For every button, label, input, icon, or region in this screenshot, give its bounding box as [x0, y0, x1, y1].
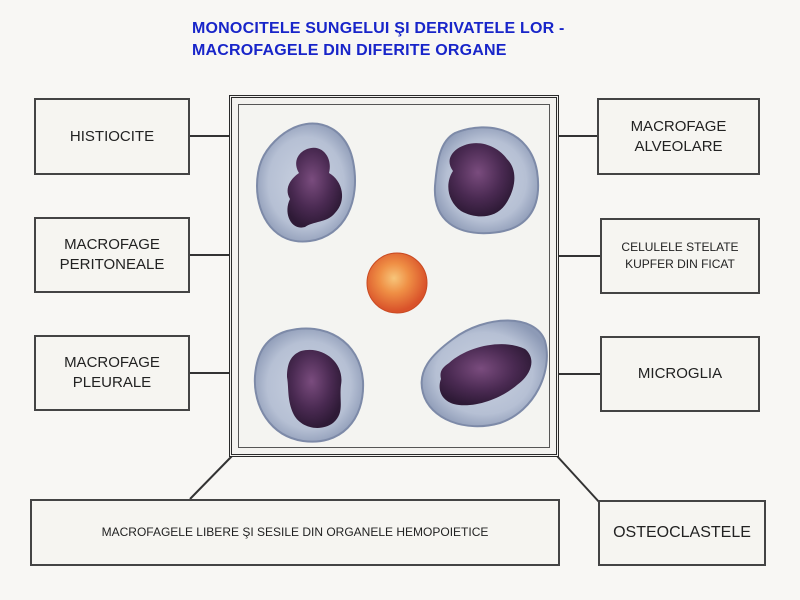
- title-line-1: MONOCITELE SUNGELUI ŞI DERIVATELE LOR -: [192, 20, 565, 37]
- label-macrofage-peritoneale: MACROFAGE PERITONEALE: [59, 236, 165, 273]
- box-microglia: [600, 336, 760, 412]
- label-macrofagele-hemopoietice: MACROFAGELE LIBERE ŞI SESILE DIN ORGANELE HEMOPOIETICE: [101, 525, 489, 539]
- monocyte-cell-top-left: [257, 124, 355, 242]
- label-microglia: MICROGLIA: [637, 365, 723, 382]
- label-histiocite: HISTIOCITE: [69, 127, 155, 145]
- box-macrofage-peritoneale: [34, 217, 190, 293]
- box-macrofage-pleurale: [34, 335, 190, 411]
- connector-osteoclastele: [557, 456, 600, 503]
- box-osteoclastele: [598, 500, 766, 566]
- box-macrofagele-hemopoietice: [30, 499, 560, 566]
- monocyte-cell-bottom-right: [422, 321, 547, 427]
- box-macrofage-alveolare: [597, 98, 760, 175]
- label-macrofage-alveolare: MACROFAGE ALVEOLARE: [630, 117, 727, 155]
- connector-hemopoietice: [190, 456, 232, 499]
- monocyte-cell-top-right: [435, 127, 538, 233]
- title-line-2: MACROFAGELE DIN DIFERITE ORGANE: [192, 42, 507, 59]
- box-celulele-kupfer: [600, 218, 760, 294]
- erythrocyte: [367, 253, 427, 313]
- cell-illustrations: [235, 101, 553, 451]
- label-celulele-kupfer: CELULELE STELATE KUPFER DIN FICAT: [621, 240, 739, 271]
- label-macrofage-pleurale: MACROFAGE PLEURALE: [64, 354, 160, 391]
- box-histiocite: [34, 98, 190, 175]
- monocyte-cell-bottom-left: [255, 328, 363, 441]
- label-osteoclastele: OSTEOCLASTELE: [613, 524, 751, 541]
